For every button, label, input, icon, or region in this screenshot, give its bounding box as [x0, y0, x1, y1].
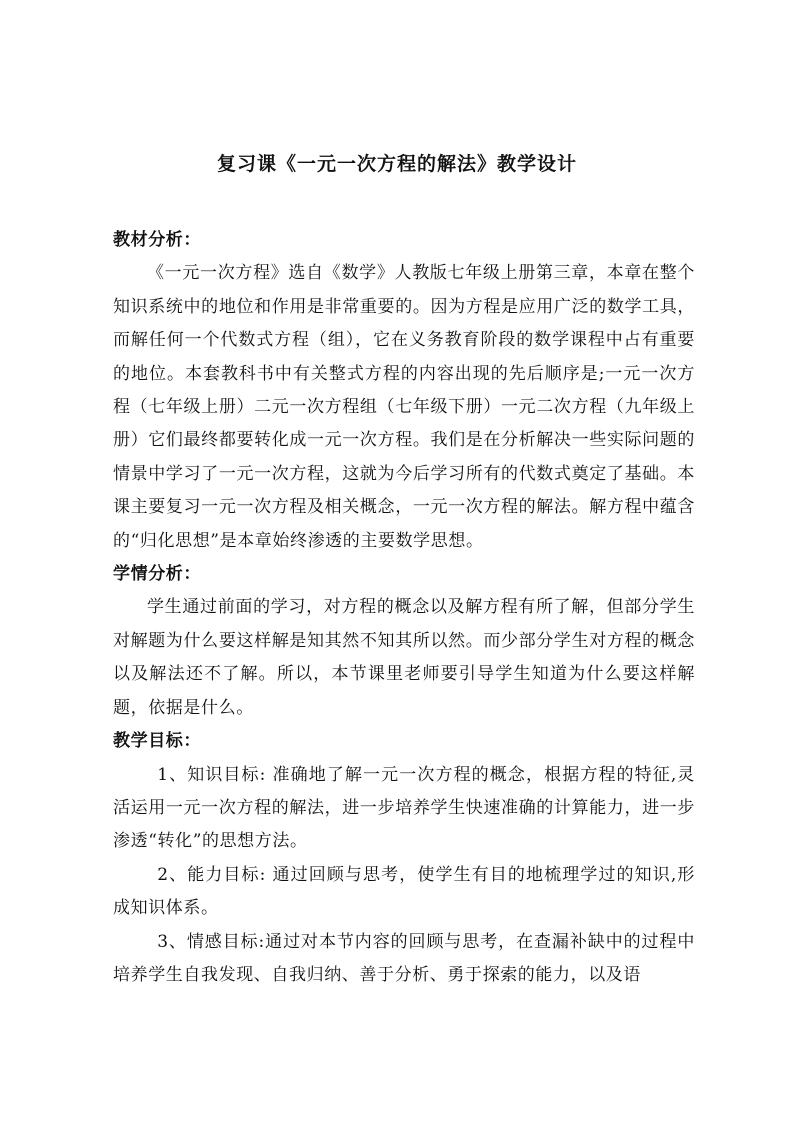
- paragraph-student-analysis: 学生通过前面的学习，对方程的概念以及解方程有所了解，但部分学生对解题为什么要这样解是知其然不知其所以然。而少部分学生对方程的概念以及解法还不了解。所以，本节课里老师要引导学生知道为什么要这样解题，依据是什么。: [113, 597, 695, 718]
- goal-emotion: 3、情感目标:通过对本节内容的回顾与思考，在查漏补缺中的过程中培养学生自我发现、自我归纳、善于分析、勇于探索的能力，以及语: [113, 931, 695, 985]
- document-title: 复习课《一元一次方程的解法》教学设计: [216, 152, 577, 175]
- heading-material-analysis: 教材分析：: [113, 230, 201, 250]
- goal-ability: 2、能力目标: 通过回顾与思考，使学生有目的地梳理学过的知识,形成知识体系。: [113, 864, 695, 919]
- document-body: [113, 224, 695, 992]
- heading-teaching-goals: 教学目标：: [113, 731, 201, 752]
- paragraph-material-analysis: 《一元一次方程》选自《数学》人教版七年级上册第三章，本章在整个知识系统中的地位和作用是非常重要的。因为方程是应用广泛的数学工具，而解任何一个代数式方程（组），它在义务教育阶段的数学课程中占有重要的地位。本套教科书中有关整式方程的内容出现的先后顺序是;一元一次方程（七年级上册）二元一次方程组（七年级下册）一元二次方程（九年级上册）它们最终都要转化成一元一次方程。我们是在分析解决一些实际问题的情景中学习了一元一次方程，这就为今后学习所有的代数式奠定了基础。本课主要复习一元一次方程及相关概念，一元一次方程的解法。解方程中蕴含的“归化思想”是本章始终渗透的主要数学思想。: [113, 263, 695, 551]
- goal-knowledge: 1、知识目标: 准确地了解一元一次方程的概念，根据方程的特征,灵活运用一元一次方程的解法，进一步培养学生快速准确的计算能力，进一步渗透“转化”的思想方法。: [113, 764, 695, 852]
- heading-student-analysis: 学情分析：: [113, 564, 201, 585]
